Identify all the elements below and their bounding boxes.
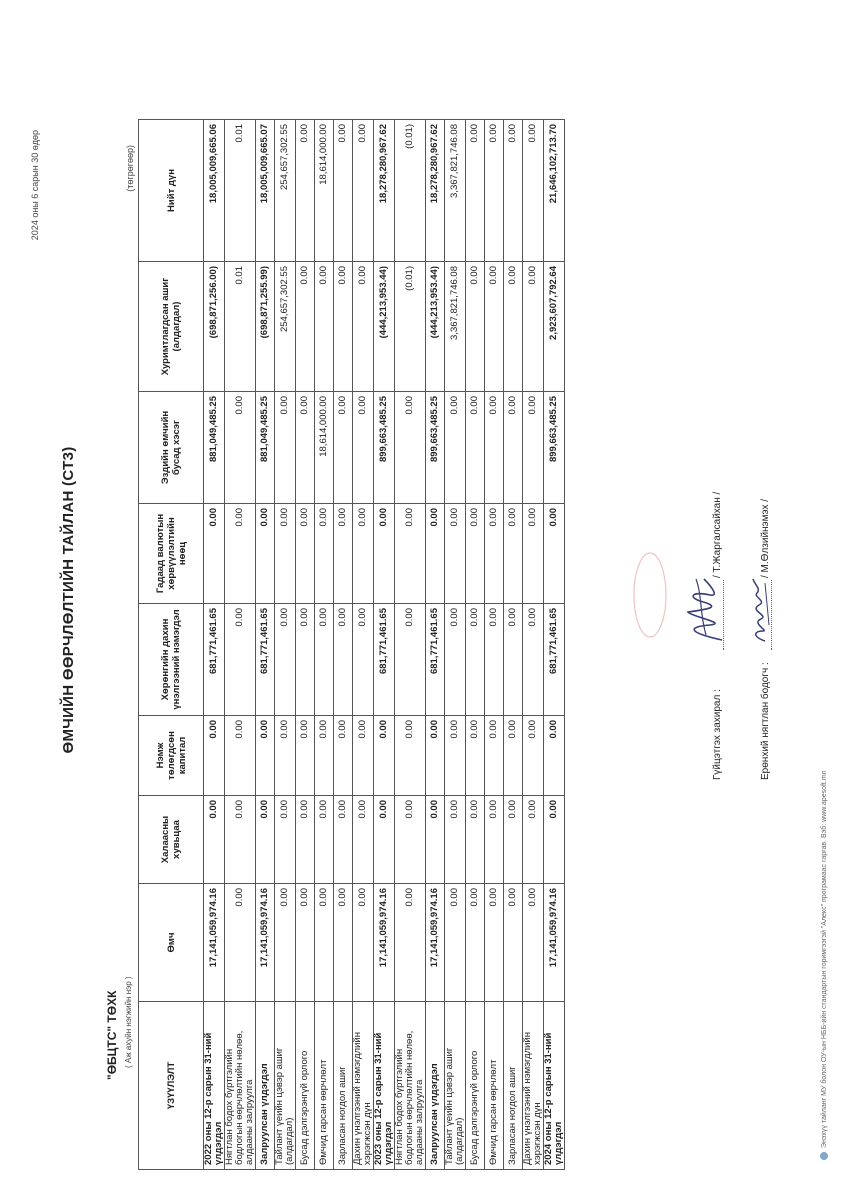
table-cell: 0.00: [426, 716, 445, 796]
table-cell: 881,049,485.25: [256, 392, 275, 504]
table-cell: 0.00: [225, 884, 256, 1002]
table-cell: 0.00: [523, 504, 544, 604]
table-cell: 0.00: [504, 262, 523, 392]
table-row: [225, 120, 256, 1170]
table-header-row: [139, 120, 204, 1170]
table-cell: 0.00: [466, 504, 485, 604]
table-cell: 0.00: [485, 884, 504, 1002]
row-label: Залруулсан үлдэгдэл: [426, 1002, 445, 1170]
table-cell: 0.00: [485, 716, 504, 796]
table-cell: 0.00: [466, 884, 485, 1002]
table-cell: 0.00: [275, 504, 296, 604]
table-cell: 18,278,280,967.62: [374, 120, 395, 262]
table-cell: 0.00: [544, 504, 565, 604]
table-cell: 0.00: [315, 884, 334, 1002]
table-cell: 18,005,009,665.06: [204, 120, 225, 262]
column-header: Нэмж төлөгдсөн капитал: [139, 716, 204, 796]
table-cell: 0.00: [204, 716, 225, 796]
table-cell: 0.00: [374, 504, 395, 604]
table-cell: 0.00: [296, 504, 315, 604]
table-cell: 0.00: [334, 604, 353, 716]
page-title: ӨМЧИЙН ӨӨРЧЛӨЛТИЙН ТАЙЛАН (СТ3): [60, 446, 77, 754]
table-cell: (698,871,255.99): [256, 262, 275, 392]
handwritten-signature-icon: [680, 575, 730, 645]
column-header: Хуримтлагдсан ашиг (алдагдал): [139, 262, 204, 392]
table-cell: 0.00: [315, 604, 334, 716]
table-cell: 0.00: [296, 392, 315, 504]
handwritten-signature-icon: [735, 575, 775, 645]
column-header: Хөрөнгийн дахин үнэлгээний нэмэгдэл: [139, 604, 204, 716]
table-row: [466, 120, 485, 1170]
table-cell: 0.00: [275, 796, 296, 884]
column-header: Гадаад валютын хөрвүүлэлтийн нөөц: [139, 504, 204, 604]
table-cell: 0.00: [485, 262, 504, 392]
table-cell: 2,923,607,792.64: [544, 262, 565, 392]
director-name: / Т.Жаргалсайхан /: [712, 491, 723, 578]
table-cell: 0.00: [395, 504, 426, 604]
table-row: [395, 120, 426, 1170]
table-cell: 0.00: [296, 884, 315, 1002]
table-cell: 0.00: [504, 716, 523, 796]
row-label: Бусад дэлгэрэнгүй орлого: [466, 1002, 485, 1170]
table-cell: 0.00: [504, 120, 523, 262]
table-cell: 0.00: [275, 716, 296, 796]
table-cell: 0.00: [225, 392, 256, 504]
table-cell: 0.00: [485, 392, 504, 504]
table-row: [353, 120, 374, 1170]
table-cell: 0.00: [523, 120, 544, 262]
table-cell: 0.00: [504, 796, 523, 884]
row-label: Зарласан ногдол ашиг: [504, 1002, 523, 1170]
table-cell: (0.01): [395, 120, 426, 262]
table-cell: 0.00: [504, 504, 523, 604]
row-label: 2023 оны 12-р сарын 31-ний үлдэгдэл: [374, 1002, 395, 1170]
table-cell: 899,663,485.25: [426, 392, 445, 504]
table-cell: 18,614,000.00: [315, 392, 334, 504]
table-cell: 0.00: [225, 796, 256, 884]
table-cell: 681,771,461.65: [426, 604, 445, 716]
table-cell: 0.00: [275, 392, 296, 504]
table-cell: 0.00: [334, 504, 353, 604]
column-header: Халаасны хувьцаа: [139, 796, 204, 884]
table-cell: 0.00: [374, 796, 395, 884]
table-cell: 0.00: [374, 716, 395, 796]
table-cell: 0.00: [544, 716, 565, 796]
table-row: [334, 120, 353, 1170]
table-cell: 18,005,009,665.07: [256, 120, 275, 262]
table-cell: 0.00: [353, 392, 374, 504]
table-cell: 0.00: [466, 262, 485, 392]
table-cell: 0.00: [353, 716, 374, 796]
table-cell: 0.00: [523, 392, 544, 504]
table-cell: (444,213,953.44): [374, 262, 395, 392]
table-cell: 0.00: [504, 392, 523, 504]
table-cell: 0.00: [504, 604, 523, 716]
table-cell: 0.00: [445, 504, 466, 604]
table-cell: 0.00: [353, 504, 374, 604]
table-cell: 0.00: [296, 716, 315, 796]
table-cell: 681,771,461.65: [544, 604, 565, 716]
table-cell: 254,657,302.55: [275, 120, 296, 262]
table-cell: 0.00: [353, 884, 374, 1002]
row-label: Өмчид гарсан өөрчлөлт: [485, 1002, 504, 1170]
row-label: Тайлант үеийн цэвэр ашиг (алдагдал): [275, 1002, 296, 1170]
table-cell: 0.00: [544, 796, 565, 884]
table-cell: 3,367,821,746.08: [445, 262, 466, 392]
accountant-name: / М.Өлзийнэмэх /: [760, 498, 771, 578]
table-cell: 0.00: [296, 604, 315, 716]
table-cell: (0.01): [395, 262, 426, 392]
table-cell: 0.01: [225, 262, 256, 392]
table-cell: (698,871,256.00): [204, 262, 225, 392]
table-cell: 0.00: [275, 884, 296, 1002]
row-label: Зарласан ногдол ашиг: [334, 1002, 353, 1170]
table-row: [544, 120, 565, 1170]
table-cell: 0.00: [466, 120, 485, 262]
table-cell: 17,141,059,974.16: [426, 884, 445, 1002]
table-row: [296, 120, 315, 1170]
company-name: "ӨБЦТС" ТӨХК: [105, 990, 119, 1080]
table-cell: 0.00: [466, 716, 485, 796]
table-row: [504, 120, 523, 1170]
table-cell: 0.00: [315, 262, 334, 392]
table-cell: 0.00: [466, 392, 485, 504]
table-cell: 0.00: [466, 604, 485, 716]
table-cell: 0.00: [426, 796, 445, 884]
table-cell: 0.00: [334, 796, 353, 884]
table-cell: 0.00: [334, 262, 353, 392]
column-header: Нийт дүн: [139, 120, 204, 262]
table-cell: 0.00: [445, 392, 466, 504]
table-cell: 0.00: [256, 716, 275, 796]
table-cell: 0.00: [523, 262, 544, 392]
accountant-signature-label: Ерөнхий нягтлан бодогч :: [760, 662, 771, 780]
table-cell: 0.00: [485, 120, 504, 262]
table-cell: 681,771,461.65: [204, 604, 225, 716]
table-cell: 0.01: [225, 120, 256, 262]
table-cell: 0.00: [225, 604, 256, 716]
director-signature-label: Гүйцэтгэх захирал :: [712, 689, 723, 780]
table-cell: 0.00: [204, 504, 225, 604]
table-cell: 17,141,059,974.16: [256, 884, 275, 1002]
table-cell: 881,049,485.25: [204, 392, 225, 504]
row-label: 2024 оны 12-р сарын 31-ний үлдэгдэл: [544, 1002, 565, 1170]
table-cell: 0.00: [523, 796, 544, 884]
table-row: [374, 120, 395, 1170]
table-cell: 3,367,821,746.08: [445, 120, 466, 262]
table-row: [204, 120, 225, 1170]
table-cell: 254,657,302.55: [275, 262, 296, 392]
table-cell: 0.00: [353, 262, 374, 392]
table-cell: 0.00: [256, 504, 275, 604]
table-cell: 0.00: [395, 604, 426, 716]
row-label: Нягтлан бодох бүртгэлийн бодлогын өөрчлөлтийн нөлөө, алдааны залруулга: [395, 1002, 426, 1170]
table-row: [315, 120, 334, 1170]
table-cell: 899,663,485.25: [544, 392, 565, 504]
table-cell: 18,614,000.00: [315, 120, 334, 262]
table-cell: 0.00: [225, 504, 256, 604]
table-cell: 0.00: [315, 504, 334, 604]
table-cell: 0.00: [523, 884, 544, 1002]
table-cell: 0.00: [204, 796, 225, 884]
software-logo-icon: [820, 1152, 828, 1160]
row-label: Дахин үнэлгээний нэмэгдлийн хэрэгжсэн дүн: [523, 1002, 544, 1170]
table-cell: 0.00: [485, 504, 504, 604]
table-cell: 0.00: [395, 796, 426, 884]
table-cell: (444,213,953.44): [426, 262, 445, 392]
table-cell: 0.00: [523, 604, 544, 716]
entity-type-caption: ( Аж ахуйн нэгжийн нэр ): [124, 976, 133, 1068]
table-body: [204, 120, 565, 1170]
column-header: ҮЗҮҮЛЭЛТ: [139, 1002, 204, 1170]
table-cell: 681,771,461.65: [256, 604, 275, 716]
table-cell: 0.00: [445, 604, 466, 716]
table-cell: 0.00: [485, 604, 504, 716]
row-label: 2022 оны 12-р сарын 31-ний үлдэгдэл: [204, 1002, 225, 1170]
table-cell: 0.00: [334, 392, 353, 504]
equity-changes-table: [138, 119, 565, 1170]
table-cell: 17,141,059,974.16: [374, 884, 395, 1002]
table-row: [485, 120, 504, 1170]
table-cell: 0.00: [445, 884, 466, 1002]
table-cell: 21,646,102,713.70: [544, 120, 565, 262]
table-cell: 0.00: [485, 796, 504, 884]
row-label: Дахин үнэлгээний нэмэгдлийн хэрэгжсэн дүн: [353, 1002, 374, 1170]
footer-text: Энэхүү тайланг МУ болон ОУ-ын НББ-ийн стандартын горимгээгэй "Алекс" програмаас гаргав. Вэб: www.apesoft.mn: [820, 770, 828, 1148]
stamp-icon: [630, 550, 670, 640]
table-cell: 0.00: [296, 262, 315, 392]
table-cell: 0.00: [353, 120, 374, 262]
row-label: Өмчид гарсан өөрчлөлт: [315, 1002, 334, 1170]
table-cell: 0.00: [445, 796, 466, 884]
table-cell: 0.00: [315, 796, 334, 884]
row-label: Тайлант үеийн цэвэр ашиг (алдагдал): [445, 1002, 466, 1170]
table-cell: 0.00: [225, 716, 256, 796]
table-cell: 0.00: [523, 716, 544, 796]
table-cell: 0.00: [296, 120, 315, 262]
table-row: [426, 120, 445, 1170]
column-header: Өмч: [139, 884, 204, 1002]
row-label: Залруулсан үлдэгдэл: [256, 1002, 275, 1170]
row-label: Нягтлан бодох бүртгэлийн бодлогын өөрчлөлтийн нөлөө, алдааны залруулга: [225, 1002, 256, 1170]
table-cell: 0.00: [334, 884, 353, 1002]
column-header: Эздийн өмчийн бусад хэсэг: [139, 392, 204, 504]
table-cell: 0.00: [334, 120, 353, 262]
table-cell: 0.00: [334, 716, 353, 796]
table-row: [445, 120, 466, 1170]
table-cell: 0.00: [296, 796, 315, 884]
table-cell: 0.00: [504, 884, 523, 1002]
table-cell: 17,141,059,974.16: [204, 884, 225, 1002]
table-cell: 0.00: [353, 796, 374, 884]
table-cell: 0.00: [395, 392, 426, 504]
table-cell: 17,141,059,974.16: [544, 884, 565, 1002]
table-cell: 0.00: [395, 716, 426, 796]
currency-unit: (төгрөгөөр): [125, 145, 135, 192]
row-label: Бусад дэлгэрэнгүй орлого: [296, 1002, 315, 1170]
table-cell: 0.00: [353, 604, 374, 716]
table-cell: 18,278,280,967.62: [426, 120, 445, 262]
table-row: [256, 120, 275, 1170]
report-date: 2024 оны 6 сарын 30 өдөр: [30, 130, 40, 241]
table-cell: 0.00: [426, 504, 445, 604]
table-cell: 0.00: [445, 716, 466, 796]
table-cell: 0.00: [466, 796, 485, 884]
table-cell: 681,771,461.65: [374, 604, 395, 716]
table-cell: 0.00: [256, 796, 275, 884]
table-cell: 0.00: [275, 604, 296, 716]
footer-note: [820, 770, 828, 1160]
table-cell: 0.00: [315, 716, 334, 796]
table-cell: 0.00: [395, 884, 426, 1002]
table-cell: 899,663,485.25: [374, 392, 395, 504]
table-row: [523, 120, 544, 1170]
table-row: [275, 120, 296, 1170]
